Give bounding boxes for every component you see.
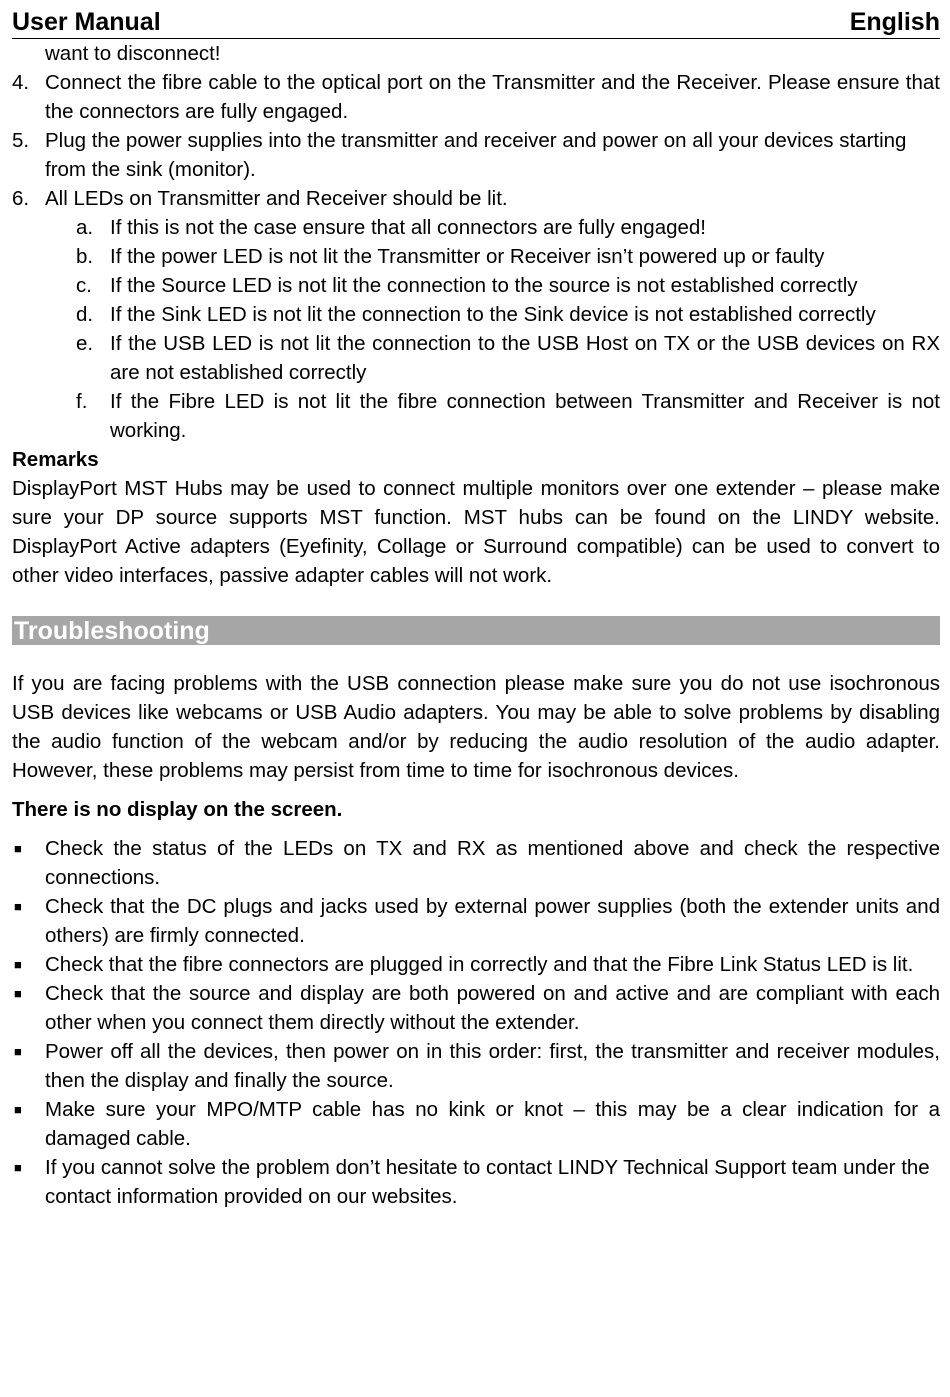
square-bullet-icon: ■ bbox=[14, 1102, 22, 1117]
substep-letter: b. bbox=[76, 245, 94, 268]
substep-text: If the Source LED is not lit the connection to the source is not established correctly bbox=[110, 274, 858, 297]
bullet-text: Make sure your MPO/MTP cable has no kink or knot – this may be a clear indication for a damaged cable. bbox=[45, 1098, 940, 1150]
substep-letter: f. bbox=[76, 390, 88, 413]
step-item bbox=[12, 184, 940, 213]
step-number: 5. bbox=[12, 129, 30, 152]
steps-list bbox=[12, 39, 940, 445]
section-title-troubleshooting: Troubleshooting bbox=[12, 616, 940, 645]
list-item bbox=[12, 1095, 940, 1153]
remarks-heading: Remarks bbox=[12, 448, 99, 471]
square-bullet-icon: ■ bbox=[14, 1160, 22, 1175]
square-bullet-icon: ■ bbox=[14, 1044, 22, 1059]
troubleshooting-intro: If you are facing problems with the USB connection please make sure you do not use isochronous USB devices like webcams or USB Audio adapters. You may be able to solve problems by disabling the audio function of the webcam and/or by reducing the audio resolution of the audio adapter. However, these problems may persist from time to time for isochronous devices. bbox=[12, 672, 940, 782]
substep-item bbox=[12, 387, 940, 445]
square-bullet-icon: ■ bbox=[14, 899, 22, 914]
step-item bbox=[12, 126, 940, 184]
page-header bbox=[12, 0, 940, 39]
bullet-text: Check that the source and display are both powered on and active and are compliant with each other when you connect them directly without the extender. bbox=[45, 982, 940, 1034]
substep-text: If the Fibre LED is not lit the fibre connection between Transmitter and Receiver is not working. bbox=[110, 390, 940, 442]
substep-text: If the USB LED is not lit the connection to the USB Host on TX or the USB devices on RX are not established correctly bbox=[110, 332, 940, 384]
substep-text: If the Sink LED is not lit the connection to the Sink device is not established correctly bbox=[110, 303, 876, 326]
square-bullet-icon: ■ bbox=[14, 841, 22, 856]
step-number: 4. bbox=[12, 71, 30, 94]
list-item bbox=[12, 950, 940, 979]
step-text: Plug the power supplies into the transmitter and receiver and power on all your devices starting from the sink (monitor). bbox=[45, 129, 907, 181]
step-continuation: want to disconnect! bbox=[45, 42, 221, 65]
manual-page bbox=[12, 0, 940, 1211]
bullet-text: Check the status of the LEDs on TX and RX as mentioned above and check the respective connections. bbox=[45, 837, 940, 889]
step-text: All LEDs on Transmitter and Receiver should be lit. bbox=[45, 187, 508, 210]
list-item bbox=[12, 1037, 940, 1095]
bullet-text: Check that the fibre connectors are plugged in correctly and that the Fibre Link Status LED is lit. bbox=[45, 953, 914, 976]
list-item bbox=[12, 834, 940, 892]
substep-item bbox=[12, 300, 940, 329]
step-item bbox=[12, 68, 940, 126]
substep-item bbox=[12, 271, 940, 300]
header-language: English bbox=[849, 8, 940, 36]
substep-text: If the power LED is not lit the Transmitter or Receiver isn’t powered up or faulty bbox=[110, 245, 825, 268]
troubleshooting-bullet-list bbox=[12, 834, 940, 1211]
square-bullet-icon: ■ bbox=[14, 986, 22, 1001]
step-text: Connect the fibre cable to the optical port on the Transmitter and the Receiver. Please ensure that the connectors are fully engaged. bbox=[45, 71, 940, 123]
substep-letter: a. bbox=[76, 216, 94, 239]
list-item bbox=[12, 979, 940, 1037]
no-display-heading: There is no display on the screen. bbox=[12, 798, 343, 821]
substep-letter: d. bbox=[76, 303, 94, 326]
list-item bbox=[12, 892, 940, 950]
substep-item bbox=[12, 213, 940, 242]
step-number: 6. bbox=[12, 187, 30, 210]
substep-item bbox=[12, 329, 940, 387]
bullet-text: Power off all the devices, then power on in this order: first, the transmitter and receiver modules, then the display and finally the source. bbox=[45, 1040, 940, 1092]
substep-text: If this is not the case ensure that all connectors are fully engaged! bbox=[110, 216, 706, 239]
bullet-text: Check that the DC plugs and jacks used by external power supplies (both the extender units and others) are firmly connected. bbox=[45, 895, 940, 947]
substep-item bbox=[12, 242, 940, 271]
square-bullet-icon: ■ bbox=[14, 957, 22, 972]
substep-letter: c. bbox=[76, 274, 92, 297]
substep-letter: e. bbox=[76, 332, 94, 355]
bullet-text: If you cannot solve the problem don’t hesitate to contact LINDY Technical Support team under the contact information provided on our websites. bbox=[45, 1156, 930, 1208]
remarks-paragraph: DisplayPort MST Hubs may be used to connect multiple monitors over one extender – please make sure your DP source supports MST function. MST hubs can be found on the LINDY website. DisplayPort Active adapters (Eyefinity, Collage or Surround compatible) can be used to convert to other video interfaces, passive adapter cables will not work. bbox=[12, 477, 940, 587]
list-item bbox=[12, 1153, 940, 1211]
header-title: User Manual bbox=[12, 8, 161, 36]
